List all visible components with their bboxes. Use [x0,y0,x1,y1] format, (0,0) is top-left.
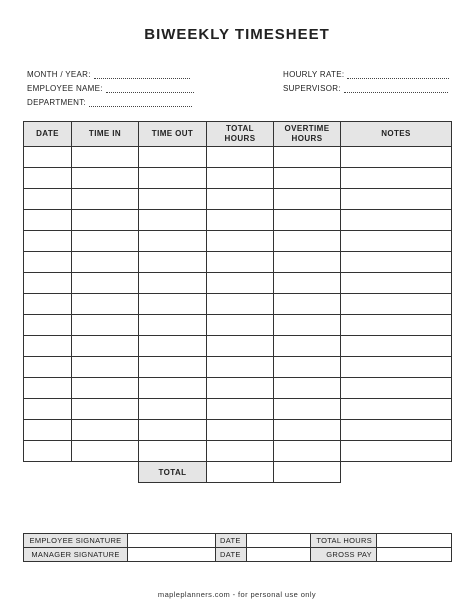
time-in-cell[interactable] [72,147,139,168]
notes-cell[interactable] [341,420,452,441]
time-out-cell[interactable] [139,210,207,231]
total-row-spacer [24,462,139,483]
date-cell[interactable] [24,378,72,399]
time-out-cell[interactable] [139,378,207,399]
overtime-hours-cell[interactable] [274,147,341,168]
header-time-out: TIME OUT [139,122,207,147]
overtime-hours-cell[interactable] [274,441,341,462]
employee-name-line[interactable] [106,84,194,93]
employee-signature-label: EMPLOYEE SIGNATURE [24,534,128,548]
timesheet-body [24,147,452,483]
total-hours-cell[interactable] [207,336,274,357]
time-in-cell[interactable] [72,399,139,420]
date-label-2: DATE [216,548,247,562]
overtime-hours-sum-cell[interactable] [274,462,341,483]
time-in-cell[interactable] [72,189,139,210]
time-out-cell[interactable] [139,399,207,420]
overtime-hours-cell[interactable] [274,210,341,231]
total-hours-cell[interactable] [207,210,274,231]
table-row [24,231,452,252]
supervisor-label: SUPERVISOR: [283,84,341,93]
time-out-cell[interactable] [139,315,207,336]
table-header-row [24,122,452,147]
time-in-cell[interactable] [72,168,139,189]
table-row [24,189,452,210]
date-cell[interactable] [24,399,72,420]
date-cell[interactable] [24,210,72,231]
overtime-hours-cell[interactable] [274,168,341,189]
time-in-cell[interactable] [72,252,139,273]
total-hours-cell[interactable] [207,378,274,399]
table-row [24,210,452,231]
date-cell[interactable] [24,252,72,273]
header-total-hours-line2: HOURS [224,134,256,143]
header-total-hours [207,122,274,147]
time-out-cell[interactable] [139,252,207,273]
overtime-hours-cell[interactable] [274,294,341,315]
time-out-cell[interactable] [139,336,207,357]
date-cell[interactable] [24,147,72,168]
time-in-cell[interactable] [72,357,139,378]
total-hours-cell[interactable] [207,399,274,420]
time-in-cell[interactable] [72,210,139,231]
department-field[interactable] [27,98,192,107]
overtime-hours-cell[interactable] [274,420,341,441]
total-hours-cell[interactable] [377,534,452,548]
table-row [24,294,452,315]
total-hours-cell[interactable] [207,252,274,273]
notes-cell[interactable] [341,336,452,357]
footer-note: mapleplanners.com - for personal use only [157,590,317,599]
total-hours-cell[interactable] [207,231,274,252]
total-hours-cell[interactable] [207,420,274,441]
total-hours-cell[interactable] [207,147,274,168]
time-out-cell[interactable] [139,189,207,210]
time-out-cell[interactable] [139,357,207,378]
time-in-cell[interactable] [72,378,139,399]
date-cell[interactable] [24,231,72,252]
manager-signature-label: MANAGER SIGNATURE [24,548,128,562]
notes-cell[interactable] [341,273,452,294]
notes-cell[interactable] [341,252,452,273]
time-in-cell[interactable] [72,294,139,315]
notes-cell[interactable] [341,294,452,315]
page-title: BIWEEKLY TIMESHEET [144,26,330,43]
total-hours-cell[interactable] [207,315,274,336]
employee-name-label: EMPLOYEE NAME: [27,84,103,93]
date-cell[interactable] [24,315,72,336]
date-cell[interactable] [24,357,72,378]
overtime-hours-cell[interactable] [274,189,341,210]
supervisor-field[interactable] [283,84,448,93]
table-row [24,378,452,399]
overtime-hours-cell[interactable] [274,378,341,399]
month-year-field[interactable] [27,70,190,79]
total-row [24,462,452,483]
hourly-rate-label: HOURLY RATE: [283,70,345,79]
gross-pay-cell[interactable] [377,548,452,562]
time-out-cell[interactable] [139,441,207,462]
manager-signature-cell[interactable] [128,548,216,562]
header-time-in: TIME IN [72,122,139,147]
month-year-label: MONTH / YEAR: [27,70,91,79]
header-overtime-hours [274,122,341,147]
notes-cell[interactable] [341,315,452,336]
hourly-rate-line[interactable] [347,70,449,79]
overtime-hours-cell[interactable] [274,315,341,336]
table-row [24,168,452,189]
employee-name-field[interactable] [27,84,194,93]
total-hours-cell[interactable] [207,189,274,210]
notes-cell[interactable] [341,441,452,462]
table-row [24,147,452,168]
time-out-cell[interactable] [139,231,207,252]
overtime-hours-cell[interactable] [274,273,341,294]
hourly-rate-field[interactable] [283,70,449,79]
notes-cell[interactable] [341,168,452,189]
notes-cell[interactable] [341,399,452,420]
notes-cell[interactable] [341,357,452,378]
total-hours-cell[interactable] [207,294,274,315]
time-in-cell[interactable] [72,420,139,441]
notes-cell[interactable] [341,189,452,210]
table-row [24,420,452,441]
time-in-cell[interactable] [72,273,139,294]
table-row [24,252,452,273]
employee-signature-row [24,534,452,548]
time-out-cell[interactable] [139,168,207,189]
total-hours-cell[interactable] [207,273,274,294]
total-hours-cell[interactable] [207,168,274,189]
signature-table [23,533,452,562]
month-year-line[interactable] [94,70,190,79]
total-row-spacer-right [341,462,452,483]
table-row [24,273,452,294]
total-hours-sum-cell[interactable] [207,462,274,483]
header-overtime-hours-line1: OVERTIME [284,124,330,133]
department-line[interactable] [89,98,192,107]
date-cell[interactable] [24,189,72,210]
time-out-cell[interactable] [139,420,207,441]
total-hours-label: TOTAL HOURS [311,534,377,548]
header-total-hours-line1: TOTAL [226,124,254,133]
employee-date-cell[interactable] [247,534,311,548]
date-cell[interactable] [24,441,72,462]
overtime-hours-cell[interactable] [274,231,341,252]
table-row [24,315,452,336]
notes-cell[interactable] [341,231,452,252]
date-cell[interactable] [24,420,72,441]
notes-cell[interactable] [341,210,452,231]
header-overtime-hours-line2: HOURS [291,134,323,143]
overtime-hours-cell[interactable] [274,357,341,378]
date-label-1: DATE [216,534,247,548]
table-row [24,357,452,378]
date-cell[interactable] [24,273,72,294]
manager-date-cell[interactable] [247,548,311,562]
time-out-cell[interactable] [139,273,207,294]
timesheet-table [23,121,452,483]
date-cell[interactable] [24,294,72,315]
time-in-cell[interactable] [72,441,139,462]
gross-pay-label: GROSS PAY [311,548,377,562]
total-label: TOTAL [139,462,207,483]
total-hours-cell[interactable] [207,357,274,378]
time-out-cell[interactable] [139,294,207,315]
header-date: DATE [24,122,72,147]
department-label: DEPARTMENT: [27,98,87,107]
date-cell[interactable] [24,336,72,357]
table-row [24,441,452,462]
overtime-hours-cell[interactable] [274,336,341,357]
table-row [24,399,452,420]
time-out-cell[interactable] [139,147,207,168]
time-in-cell[interactable] [72,336,139,357]
header-notes: NOTES [341,122,452,147]
date-cell[interactable] [24,168,72,189]
overtime-hours-cell[interactable] [274,252,341,273]
supervisor-line[interactable] [344,84,448,93]
notes-cell[interactable] [341,147,452,168]
time-in-cell[interactable] [72,231,139,252]
manager-signature-row [24,548,452,562]
table-row [24,336,452,357]
time-in-cell[interactable] [72,315,139,336]
notes-cell[interactable] [341,378,452,399]
overtime-hours-cell[interactable] [274,399,341,420]
employee-signature-cell[interactable] [128,534,216,548]
total-hours-cell[interactable] [207,441,274,462]
